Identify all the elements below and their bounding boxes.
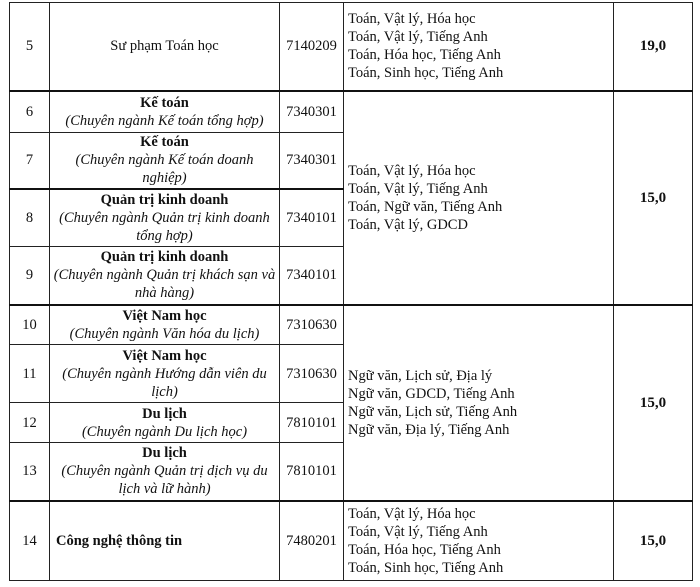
major-name: Quản trị kinh doanh xyxy=(100,191,229,208)
combo-line: Ngữ văn, Lịch sử, Địa lý xyxy=(348,367,493,384)
specialization: (Chuyên ngành Hướng dẫn viên du lịch) xyxy=(62,365,267,400)
major-name: Kế toán xyxy=(140,94,189,111)
row-number: 7 xyxy=(10,133,50,189)
major-name-cell xyxy=(50,345,280,403)
cutoff-score: 15,0 xyxy=(614,305,693,501)
combo-line: Toán, Vật lý, Hóa học xyxy=(348,162,476,179)
major-code: 7810101 xyxy=(280,403,344,443)
specialization: (Chuyên ngành Quản trị kinh doanh tổng hợp) xyxy=(59,209,270,244)
combo-line: Toán, Hóa học, Tiếng Anh xyxy=(348,47,501,64)
specialization: (Chuyên ngành Quản trị khách sạn và nhà hàng) xyxy=(53,267,276,302)
major-name: Việt Nam học xyxy=(122,307,207,324)
combo-line: Toán, Vật lý, Hóa học xyxy=(348,505,476,522)
row-number: 12 xyxy=(10,403,50,443)
major-name-cell xyxy=(50,91,280,133)
row-number: 10 xyxy=(10,305,50,345)
combo-line: Toán, Sinh học, Tiếng Anh xyxy=(348,559,504,576)
combo-line: Toán, Vật lý, Tiếng Anh xyxy=(348,29,488,46)
major-code: 7480201 xyxy=(280,501,344,581)
admission-score-table xyxy=(9,2,693,581)
major-name: Sư phạm Toán học xyxy=(110,38,219,55)
major-code: 7340301 xyxy=(280,133,344,189)
specialization: (Chuyên ngành Văn hóa du lịch) xyxy=(69,325,260,342)
major-name-cell xyxy=(50,305,280,345)
cutoff-score: 19,0 xyxy=(614,3,693,91)
table-row xyxy=(10,91,693,133)
cutoff-score: 15,0 xyxy=(614,501,693,581)
combo-line: Toán, Hóa học, Tiếng Anh xyxy=(348,541,501,558)
major-name-cell xyxy=(50,133,280,189)
major-name-cell xyxy=(50,3,280,91)
major-code: 7340301 xyxy=(280,91,344,133)
combo-line: Toán, Vật lý, Tiếng Anh xyxy=(348,180,488,197)
major-code: 7140209 xyxy=(280,3,344,91)
major-code: 7810101 xyxy=(280,443,344,501)
row-number: 8 xyxy=(10,189,50,247)
subject-combinations xyxy=(344,305,614,501)
combo-line: Toán, Sinh học, Tiếng Anh xyxy=(348,65,504,82)
table-row xyxy=(10,501,693,581)
major-code: 7310630 xyxy=(280,345,344,403)
subject-combinations xyxy=(344,501,614,581)
major-name-cell xyxy=(50,501,280,581)
major-name: Quản trị kinh doanh xyxy=(100,249,229,266)
combo-line: Ngữ văn, GDCD, Tiếng Anh xyxy=(348,385,515,402)
major-name: Việt Nam học xyxy=(122,347,207,364)
major-name: Du lịch xyxy=(142,445,187,462)
row-number: 9 xyxy=(10,247,50,305)
major-name: Kế toán xyxy=(140,134,189,151)
table-row xyxy=(10,305,693,345)
combo-line: Ngữ văn, Địa lý, Tiếng Anh xyxy=(348,421,510,438)
specialization: (Chuyên ngành Du lịch học) xyxy=(81,423,248,440)
subject-combinations xyxy=(344,91,614,305)
specialization: (Chuyên ngành Quản trị dịch vụ du lịch và lữ hành) xyxy=(61,463,268,498)
major-name: Công nghệ thông tin xyxy=(56,532,183,549)
specialization: (Chuyên ngành Kế toán tổng hợp) xyxy=(65,112,264,129)
combo-line: Toán, Vật lý, Hóa học xyxy=(348,11,476,28)
table-row xyxy=(10,3,693,91)
cutoff-score: 15,0 xyxy=(614,91,693,305)
major-code: 7340101 xyxy=(280,189,344,247)
major-code: 7340101 xyxy=(280,247,344,305)
row-number: 14 xyxy=(10,501,50,581)
combo-line: Toán, Ngữ văn, Tiếng Anh xyxy=(348,198,503,215)
combo-line: Ngữ văn, Lịch sử, Tiếng Anh xyxy=(348,403,518,420)
row-number: 6 xyxy=(10,91,50,133)
combo-line: Toán, Vật lý, GDCD xyxy=(348,216,468,233)
combo-line: Toán, Vật lý, Tiếng Anh xyxy=(348,523,488,540)
major-name: Du lịch xyxy=(142,405,187,422)
subject-combinations xyxy=(344,3,614,91)
major-name-cell xyxy=(50,247,280,305)
major-name-cell xyxy=(50,403,280,443)
row-number: 13 xyxy=(10,443,50,501)
row-number: 5 xyxy=(10,3,50,91)
specialization: (Chuyên ngành Kế toán doanh nghiệp) xyxy=(75,152,254,187)
major-code: 7310630 xyxy=(280,305,344,345)
major-name-cell xyxy=(50,443,280,501)
row-number: 11 xyxy=(10,345,50,403)
major-name-cell xyxy=(50,189,280,247)
